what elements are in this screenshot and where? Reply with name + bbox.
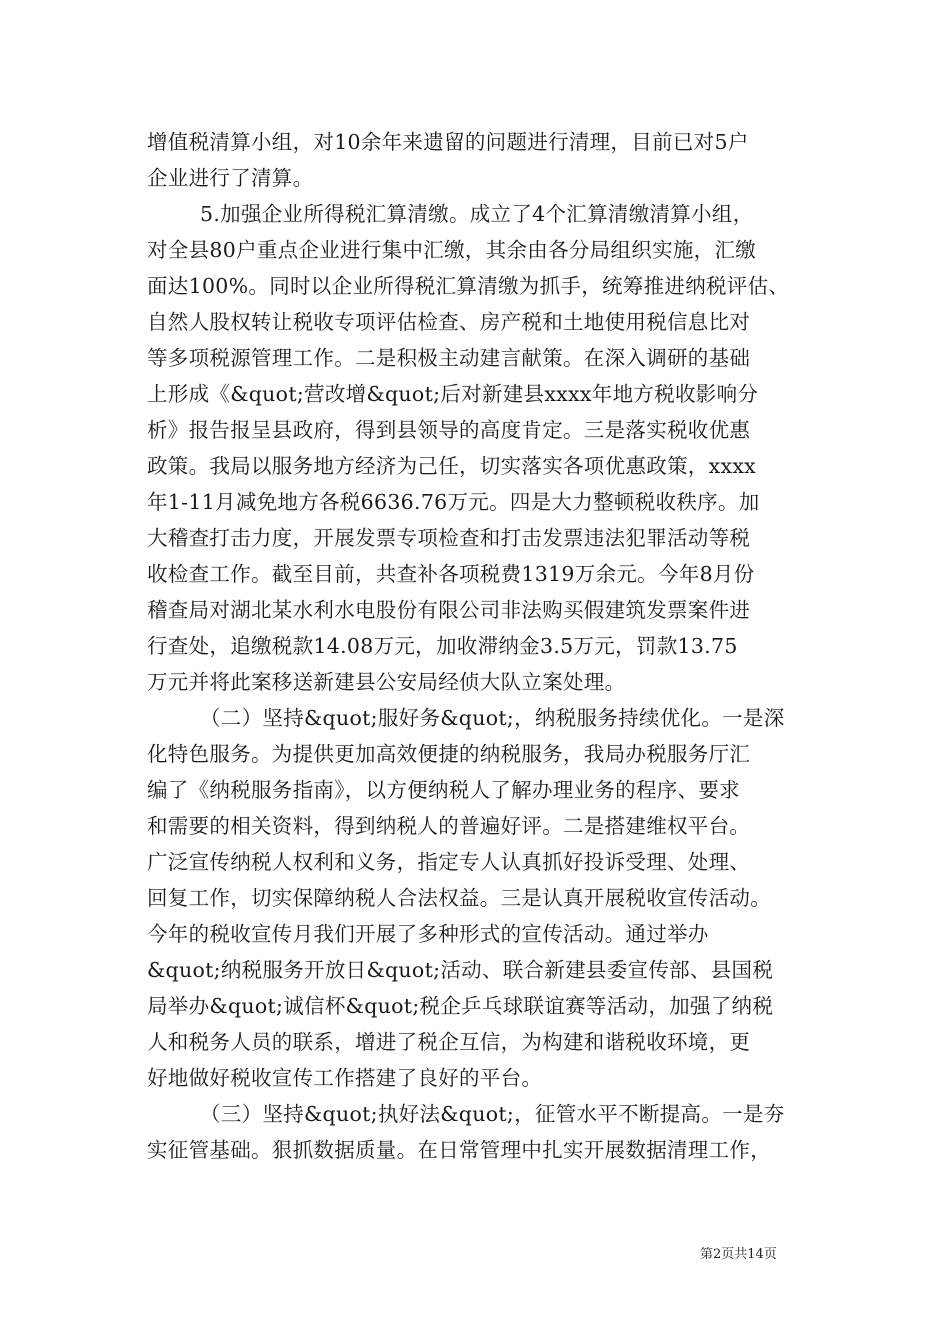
text-line: 实征管基础。狠抓数据质量。在日常管理中扎实开展数据清理工作，	[147, 1138, 771, 1162]
text-line: 回复工作，切实保障纳税人合法权益。三是认真开展税收宣传活动。	[147, 886, 771, 910]
text-line: 人和税务人员的联系，增进了税企互信，为构建和谐税收环境，更	[147, 1030, 751, 1054]
text-line: 上形成《&quot;营改增&quot;后对新建县xxxx年地方税收影响分	[147, 382, 759, 406]
text-line: 5.加强企业所得税汇算清缴。成立了4个汇算清缴清算小组，	[200, 202, 754, 226]
text-line: 万元并将此案移送新建县公安局经侦大队立案处理。	[147, 670, 626, 694]
text-line: 企业进行了清算。	[147, 166, 314, 190]
text-line: 收检查工作。截至目前，共查补各项税费1319万余元。今年8月份	[147, 562, 755, 586]
text-line: 稽查局对湖北某水利水电股份有限公司非法购买假建筑发票案件进	[147, 598, 751, 622]
text-line: 对全县80户重点企业进行集中汇缴，其余由各分局组织实施，汇缴	[147, 238, 757, 262]
text-line: 增值税清算小组，对10余年来遗留的问题进行清理，目前已对5户	[147, 130, 749, 154]
text-line: 面达100%。同时以企业所得税汇算清缴为抓手，统筹推进纳税评估、	[147, 274, 790, 298]
text-line: &quot;纳税服务开放日&quot;活动、联合新建县委宣传部、县国税	[147, 958, 774, 982]
text-line: 编了《纳税服务指南》，以方便纳税人了解办理业务的程序、要求	[147, 778, 740, 802]
text-line: （二）坚持&quot;服好务&quot;，纳税服务持续优化。一是深	[200, 706, 785, 730]
text-line: 政策。我局以服务地方经济为己任，切实落实各项优惠政策，xxxx	[147, 454, 757, 478]
text-line: 大稽查打击力度，开展发票专项检查和打击发票违法犯罪活动等税	[147, 526, 751, 550]
text-line: 化特色服务。为提供更加高效便捷的纳税服务，我局办税服务厅汇	[147, 742, 751, 766]
text-line: 等多项税源管理工作。二是积极主动建言献策。在深入调研的基础	[147, 346, 751, 370]
text-line: 广泛宣传纳税人权利和义务，指定专人认真抓好投诉受理、处理、	[147, 850, 751, 874]
text-line: 好地做好税收宣传工作搭建了良好的平台。	[147, 1066, 543, 1090]
text-line: 局举办&quot;诚信杯&quot;税企乒乓球联谊赛等活动，加强了纳税	[147, 994, 774, 1018]
text-line: 行查处，追缴税款14.08万元，加收滞纳金3.5万元，罚款13.75	[147, 634, 738, 658]
text-line: 析》报告报呈县政府，得到县领导的高度肯定。三是落实税收优惠	[147, 418, 751, 442]
text-line: 今年的税收宣传月我们开展了多种形式的宣传活动。通过举办	[147, 922, 709, 946]
page-number-footer: 第2页共14页	[700, 1247, 777, 1262]
text-line: 年1-11月减免地方各税6636.76万元。四是大力整顿税收秩序。加	[147, 490, 760, 514]
text-line: 和需要的相关资料，得到纳税人的普遍好评。二是搭建维权平台。	[147, 814, 751, 838]
text-line: （三）坚持&quot;执好法&quot;，征管水平不断提高。一是夯	[200, 1102, 785, 1126]
text-line: 自然人股权转让税收专项评估检查、房产税和土地使用税信息比对	[147, 310, 751, 334]
